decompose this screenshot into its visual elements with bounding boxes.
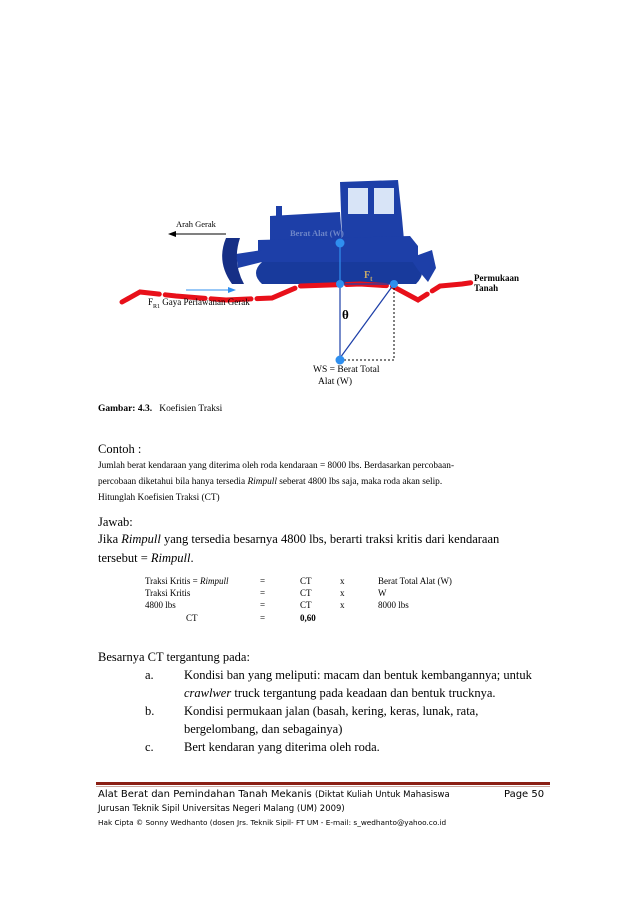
permukaan-tanah-label xyxy=(474,273,519,293)
calc-row-3-a: 4800 lbs xyxy=(145,600,176,610)
resistance-arrow xyxy=(186,287,236,293)
jawab-line2 xyxy=(98,549,550,568)
footer-page-number: Page 50 xyxy=(504,789,545,800)
theta-label: θ xyxy=(342,307,349,322)
caption-text: Koefisien Traksi xyxy=(159,404,223,414)
calc-row-1-a xyxy=(145,576,229,586)
contoh-heading: Contoh : xyxy=(98,442,142,456)
footer-rule-thin xyxy=(96,786,550,787)
calc-row-3-x: x xyxy=(340,600,345,610)
fr-label xyxy=(148,297,250,310)
jawab-line2-b: . xyxy=(190,551,194,565)
calc-row-1-ct: CT xyxy=(300,576,312,586)
item-a-marker: a. xyxy=(145,668,154,682)
arah-gerak-label: Arah Gerak xyxy=(176,219,216,229)
bulldozer-diagram xyxy=(0,0,638,420)
contoh-line2-rimpull: Rimpull xyxy=(247,477,277,487)
calc-row-3-eq: = xyxy=(260,600,266,610)
contoh-line2-b: seberat 4800 lbs saja, maka roda akan selip. xyxy=(276,477,443,487)
footer-book-subtitle: (Diktat Kuliah Untuk Mahasiswa xyxy=(314,790,450,800)
item-a-line2 xyxy=(184,686,496,701)
item-c-marker: c. xyxy=(145,740,154,754)
jawab-line1 xyxy=(98,530,550,549)
item-a-line2-rest: truck tergantung pada keadaan dan bentuk trucknya. xyxy=(231,686,496,700)
item-b-line1: Kondisi permukaan jalan (basah, kering, keras, lunak, rata, xyxy=(184,704,479,718)
jawab-line2-a: tersebut = xyxy=(98,551,151,565)
footer-line2: Jurusan Teknik Sipil Universitas Negeri Malang (UM) 2009) xyxy=(98,804,345,814)
permukaan-line2: Tanah xyxy=(474,283,499,293)
contoh-line3: Hitunglah Koefisien Traksi (CT) xyxy=(98,493,220,503)
calc-row-1-eq: = xyxy=(260,576,266,586)
jawab-line1-a: Jika xyxy=(98,532,122,546)
footer-rule-thick xyxy=(96,782,550,785)
contact-point xyxy=(336,280,344,288)
item-a-line1: Kondisi ban yang meliputi: macam dan bentuk kembangannya; untuk xyxy=(184,668,532,682)
calc-row-1-w: Berat Total Alat (W) xyxy=(378,576,452,586)
ft-label xyxy=(364,270,372,283)
item-b-marker: b. xyxy=(145,704,155,718)
calc-row-1-x: x xyxy=(340,576,345,586)
item-b-line2: bergelombang, dan sebagainya) xyxy=(184,722,343,736)
permukaan-line1: Permukaan xyxy=(474,273,519,283)
calc-row-2-a: Traksi Kritis xyxy=(145,588,191,598)
calc-row-2-ct: CT xyxy=(300,588,312,598)
contoh-paragraph xyxy=(98,458,550,506)
calc-row-3-ct: CT xyxy=(300,600,312,610)
weight-point xyxy=(336,239,345,248)
jawab-line1-rimpull: Rimpull xyxy=(121,532,161,546)
contoh-line2 xyxy=(98,474,550,490)
movement-arrow xyxy=(168,231,226,237)
ws-line2: Alat (W) xyxy=(318,377,353,387)
berat-alat-label: Berat Alat (W) xyxy=(290,228,344,238)
calc-row-3-w: 8000 lbs xyxy=(378,600,409,610)
calc-result: 0,60 xyxy=(300,613,316,623)
footer-book-title: Alat Berat dan Pemindahan Tanah Mekanis xyxy=(98,789,315,800)
jawab-line2-rimpull: Rimpull xyxy=(150,551,191,565)
calc-row-2-w: W xyxy=(378,588,387,598)
ws-label xyxy=(313,364,380,388)
footer-line1 xyxy=(98,789,450,800)
besarnya-heading: Besarnya CT tergantung pada: xyxy=(98,650,250,664)
ws-line1: WS = Berat Total xyxy=(313,365,380,375)
figure-caption xyxy=(98,404,222,414)
fr-sub: R1 xyxy=(153,303,161,310)
contoh-line1: Jumlah berat kendaraan yang diterima oleh roda kendaraan = 8000 lbs. Berdasarkan percobaan- xyxy=(98,461,455,471)
ft-main: F xyxy=(364,270,371,281)
jawab-line1-b: yang tersedia besarnya 4800 lbs, berarti traksi kritis dari kendaraan xyxy=(160,532,500,546)
item-c-line1: Bert kendaran yang diterima oleh roda. xyxy=(184,740,380,754)
calc-row-4-a: CT xyxy=(186,613,198,623)
ft-sub: t xyxy=(370,275,373,283)
calc-row-2-x: x xyxy=(340,588,345,598)
traction-point xyxy=(390,280,398,288)
contoh-line2-a: percobaan diketahui bila hanya tersedia xyxy=(98,477,248,487)
jawab-paragraph xyxy=(98,530,550,568)
jawab-heading: Jawab: xyxy=(98,515,133,529)
traction-figure xyxy=(0,0,638,420)
caption-label: Gambar: 4.3. xyxy=(98,404,153,414)
calc-row-1-a-text: Traksi Kritis = xyxy=(145,576,201,586)
fr-text: Gaya Perlawanan Gerak xyxy=(160,297,250,307)
calc-row-4-eq: = xyxy=(260,613,266,623)
fr-main: F xyxy=(148,297,154,307)
item-a-crawlwer: crawlwer xyxy=(184,686,232,700)
calc-row-1-a-rimpull: Rimpull xyxy=(200,576,229,586)
footer-copyright: Hak Cipta © Sonny Wedhanto (dosen Jrs. Teknik Sipil- FT UM - E-mail: s_wedhanto@yahoo.co.id xyxy=(98,818,447,827)
calc-row-2-eq: = xyxy=(260,588,266,598)
